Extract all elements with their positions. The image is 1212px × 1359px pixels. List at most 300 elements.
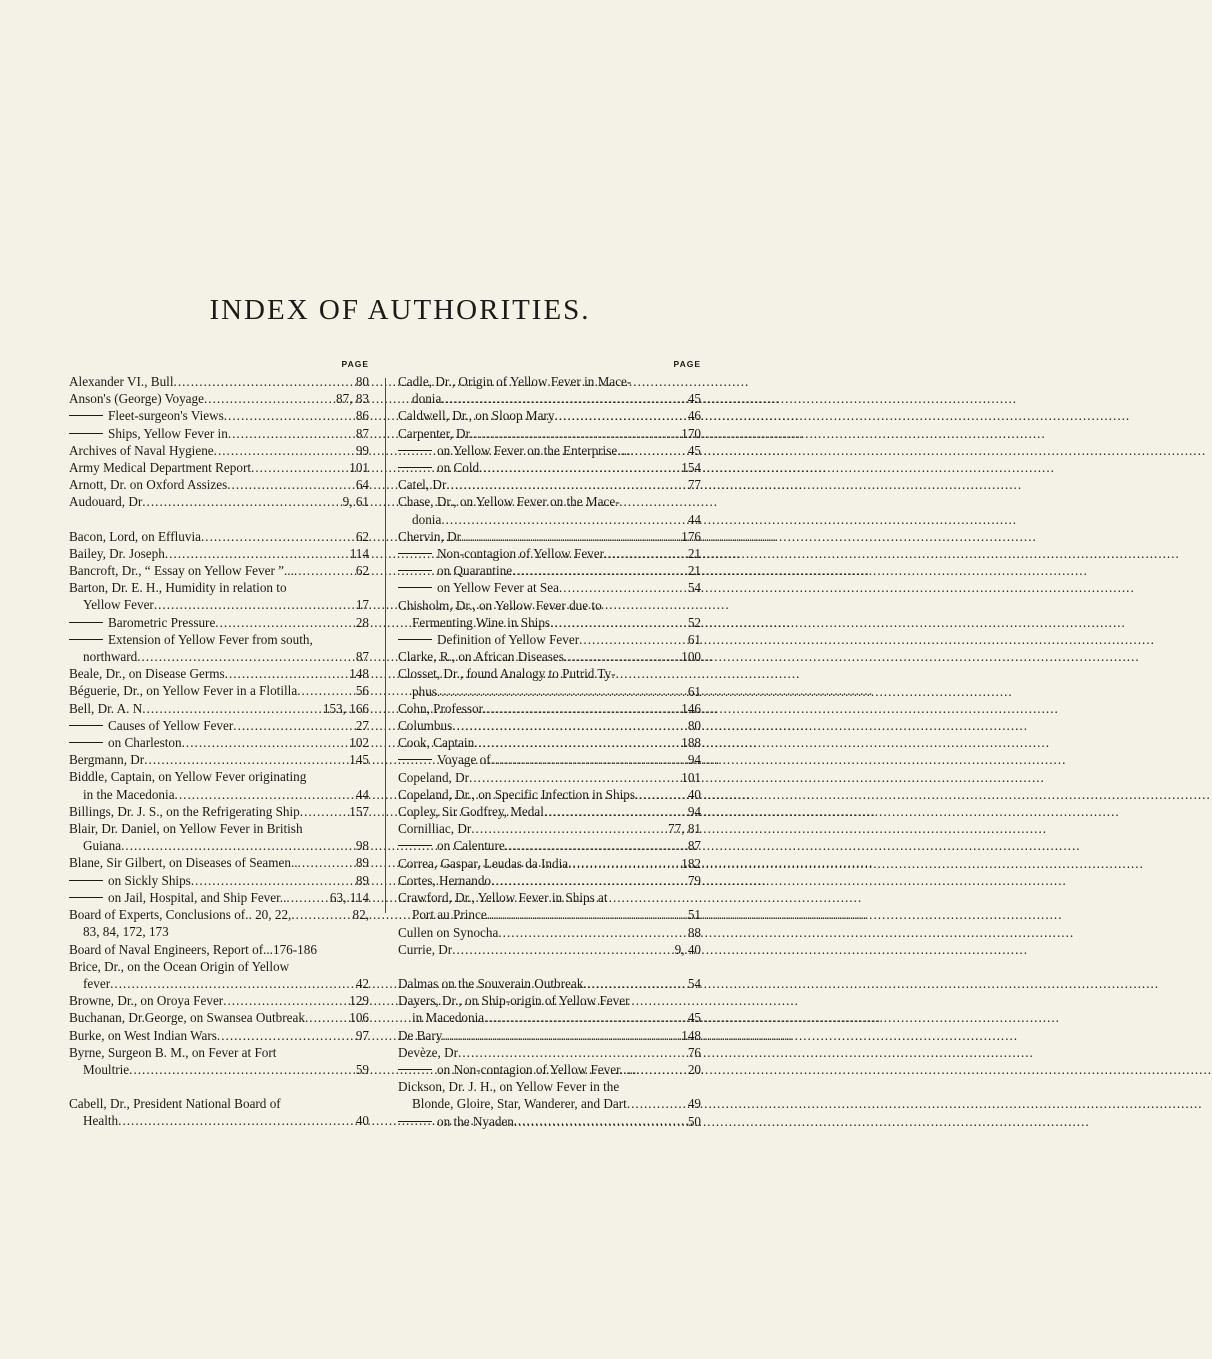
index-entry-text: Copeland, Dr — [398, 769, 470, 785]
leader-dots — [483, 700, 678, 717]
index-entry-text: on Yellow Fever at Sea — [437, 580, 559, 596]
page-reference: 28 — [355, 614, 369, 630]
page-reference: 56 — [355, 683, 369, 699]
page-reference: 61 — [687, 683, 701, 699]
index-entry-text: Correa, Gaspar, Leudas da India — [398, 855, 569, 871]
page-reference: 9, 40 — [674, 941, 701, 957]
page-reference: 129 — [349, 993, 369, 1009]
index-entry-text: Billings, Dr. J. S., on the Refrigerating Ship — [69, 803, 300, 819]
page-reference: 94 — [687, 804, 701, 820]
index-entry — [69, 992, 369, 1009]
index-entry-text: donia — [412, 511, 442, 527]
index-entry-line — [69, 579, 369, 596]
index-entry-line — [398, 614, 701, 631]
ditto-dash — [398, 587, 432, 588]
index-entry-text: in Macedonia — [412, 1010, 485, 1026]
index-entry-line — [398, 906, 701, 923]
leader-dots — [286, 889, 327, 906]
index-entry — [69, 941, 369, 958]
leader-dots — [118, 1112, 353, 1129]
index-entry-line — [69, 1095, 369, 1112]
page-reference: 51 — [687, 907, 701, 923]
page-reference: 76 — [687, 1044, 701, 1060]
index-entry — [398, 407, 701, 424]
ditto-dash — [69, 433, 103, 434]
leader-dots — [512, 562, 685, 579]
index-entry-text: Cohn, Professor — [398, 700, 483, 716]
index-entry — [398, 786, 701, 803]
index-entry — [398, 837, 701, 854]
index-entry-text: Barton, Dr. E. H., Humidity in relation to — [69, 580, 287, 596]
index-entry-text: Clarke, R., on African Diseases — [398, 649, 564, 665]
index-entry — [69, 614, 369, 631]
page-reference: 45 — [687, 442, 701, 458]
index-entry-line — [69, 854, 369, 871]
index-entry — [69, 1027, 369, 1044]
index-entry-line — [69, 493, 369, 510]
index-entry-text: Blonde, Gloire, Star, Wanderer, and Dart — [412, 1096, 627, 1112]
index-entry-text: Dalmas on the Souverain Outbreak — [398, 975, 584, 991]
page-column-label: PAGE — [673, 359, 701, 369]
index-entry-line — [69, 1061, 369, 1078]
index-entry-text: Alexander VI., Bull — [69, 374, 174, 389]
index-entry-text: Byrne, Surgeon B. M., on Fever at Fort — [69, 1044, 277, 1060]
page-reference: 77 — [687, 477, 701, 493]
index-entry — [398, 528, 701, 545]
index-entry-text: Extension of Yellow Fever from south, — [108, 631, 313, 647]
index-entry — [69, 751, 369, 768]
index-entry — [69, 373, 369, 390]
index-entry-text: Buchanan, Dr.George, on Swansea Outbreak — [69, 1010, 305, 1026]
index-entry — [69, 734, 369, 751]
index-entry-text: Barometric Pressure — [108, 614, 216, 630]
index-entry-line — [69, 958, 369, 975]
page-reference: 42 — [355, 975, 369, 991]
index-entry — [398, 820, 701, 837]
index-entry-line — [398, 631, 701, 648]
index-entry-text: Chisholm, Dr., on Yellow Fever due to — [398, 597, 602, 613]
index-entry-line — [398, 992, 701, 1009]
leader-dots — [191, 872, 353, 889]
leader-dots — [175, 786, 353, 803]
page-reference: 59 — [355, 1061, 369, 1077]
page-reference: 46 — [687, 408, 701, 424]
ditto-dash — [69, 622, 103, 623]
index-entry-line — [398, 803, 701, 820]
leader-dots — [442, 1027, 678, 1044]
leader-dots — [137, 648, 353, 665]
page-reference: 40 — [687, 786, 701, 802]
index-entry-text: Beale, Dr., on Disease Germs — [69, 666, 225, 682]
index-entry-text: Cornilliac, Dr — [398, 821, 472, 837]
index-entry-line — [69, 1009, 369, 1026]
index-entry — [398, 941, 701, 958]
index-entry-line — [69, 889, 369, 906]
page-reference: 182 — [681, 855, 701, 871]
index-entry-text: Fermenting Wine in Ships — [412, 614, 551, 630]
index-entry-text: Biddle, Captain, on Yellow Fever originating — [69, 769, 307, 785]
index-entry-line — [398, 511, 701, 528]
index-entry-text: Guiana — [83, 838, 122, 854]
index-entry — [69, 700, 369, 717]
ditto-dash — [69, 742, 103, 743]
leader-dots — [182, 734, 347, 751]
page-reference: 114 — [349, 545, 369, 561]
page-reference: 98 — [355, 838, 369, 854]
index-entry — [398, 597, 701, 631]
index-entry — [398, 545, 701, 562]
index-entry-text: Bacon, Lord, on Effluvia — [69, 528, 201, 544]
ditto-dash — [398, 1121, 432, 1122]
leader-dots — [441, 390, 685, 407]
index-entry-text: Crawford, Dr., Yellow Fever in Ships at — [398, 890, 608, 906]
index-entry-line — [398, 1027, 701, 1044]
index-entry-text: northward — [83, 649, 138, 665]
leader-dots — [223, 992, 346, 1009]
leader-dots — [461, 528, 678, 545]
index-entry — [69, 682, 369, 699]
index-entry-line — [398, 665, 701, 682]
index-entry-text: Chase, Dr., on Yellow Fever on the Mace- — [398, 494, 620, 510]
index-entry-line — [69, 751, 369, 768]
index-entry — [69, 1095, 369, 1129]
index-entry-line — [69, 717, 369, 734]
index-entry-text: Non-contagion of Yellow Fever — [437, 546, 605, 562]
index-entry-line — [69, 562, 369, 579]
page-reference: 79 — [687, 872, 701, 888]
index-entry-text: on Jail, Hospital, and Ship Fever.. — [108, 889, 287, 905]
ditto-dash — [69, 725, 103, 726]
index-entry — [69, 820, 369, 854]
page-reference: 101 — [349, 460, 369, 476]
index-entry — [69, 631, 369, 665]
page-reference: 44 — [687, 511, 701, 527]
index-entry-line — [398, 373, 701, 390]
index-entry — [69, 476, 369, 493]
index-entry-text: Brice, Dr., on the Ocean Origin of Yellow — [69, 958, 290, 974]
index-entry — [69, 545, 369, 562]
index-entry-line — [69, 906, 369, 923]
leader-dots — [294, 562, 353, 579]
index-entry — [69, 493, 369, 510]
index-entry-line — [69, 596, 369, 613]
leader-dots — [604, 545, 685, 562]
index-entry — [398, 734, 701, 751]
index-entry-line — [398, 820, 701, 837]
index-entry — [69, 889, 369, 906]
page-reference: 106 — [349, 1010, 369, 1026]
index-entry-text: Arnott, Dr. on Oxford Assizes — [69, 477, 228, 493]
index-entry — [398, 855, 701, 872]
index-entry-text: Audouard, Dr — [69, 494, 143, 510]
leader-dots — [121, 837, 353, 854]
index-entry — [398, 562, 701, 579]
index-entry-line — [398, 1044, 701, 1061]
index-column-left — [69, 356, 369, 1130]
page-reference: 62 — [355, 563, 369, 579]
index-entry-text: Burke, on West Indian Wars — [69, 1027, 217, 1043]
index-entry — [69, 717, 369, 734]
index-entry — [398, 493, 701, 527]
index-entry-line — [398, 390, 701, 407]
index-entry — [398, 751, 701, 768]
page-reference: 148 — [349, 666, 369, 682]
index-entry — [398, 1044, 701, 1061]
index-entry-line — [398, 734, 701, 751]
index-entry-line — [398, 786, 701, 803]
index-entry-text: Blair, Dr. Daniel, on Yellow Fever in British — [69, 821, 303, 837]
index-entry-text: Cortes, Hernando — [398, 872, 492, 888]
index-entry-line — [69, 373, 369, 390]
page-reference: 87 — [355, 425, 369, 441]
index-entry-text: on Calenture — [437, 838, 505, 854]
page-reference: 20 — [687, 1061, 701, 1077]
index-entry-line — [69, 734, 369, 751]
leader-dots — [583, 975, 685, 992]
page-reference: 54 — [687, 580, 701, 596]
ditto-dash — [69, 897, 103, 898]
index-entry-text: Port au Prince — [412, 907, 487, 923]
page-reference: 61 — [687, 632, 701, 648]
column-divider — [385, 378, 386, 913]
index-entry-text: 83, 84, 172, 173 — [83, 924, 169, 940]
page-reference: 44 — [355, 786, 369, 802]
page-reference: 50 — [687, 1113, 701, 1129]
index-entry — [398, 442, 701, 459]
index-entry — [398, 769, 701, 786]
leader-dots — [636, 1061, 685, 1078]
leader-dots — [214, 442, 353, 459]
leader-dots — [487, 906, 685, 923]
page-reference: 40 — [355, 1113, 369, 1129]
index-entry — [69, 459, 369, 476]
leader-dots — [452, 717, 685, 734]
index-entry-line — [398, 975, 701, 992]
leader-dots — [110, 975, 353, 992]
index-entry — [69, 1044, 369, 1078]
ditto-dash — [398, 553, 432, 554]
index-entry-text: Moultrie — [83, 1061, 130, 1077]
index-entry — [69, 906, 369, 923]
leader-dots — [469, 769, 678, 786]
page-reference: 21 — [687, 546, 701, 562]
index-entry — [69, 442, 369, 459]
page-reference: 21 — [687, 563, 701, 579]
index-entry-line — [398, 597, 701, 614]
index-entry-text: Anson's (George) Voyage — [69, 391, 204, 407]
index-entry-text: Board of Experts, Conclusions of.. 20, 22, — [69, 907, 292, 923]
index-entry-line — [398, 1095, 701, 1112]
page-reference: 153, 166 — [322, 700, 369, 716]
index-entry-text: on Quarantine — [437, 563, 513, 579]
index-entry-text: Béguerie, Dr., on Yellow Fever in a Flotilla — [69, 683, 298, 699]
index-entry — [69, 579, 369, 613]
leader-dots — [225, 665, 347, 682]
index-entry-text: Caldwell, Dr., on Sloop Mary — [398, 408, 555, 424]
index-entry-text: on Yellow Fever on the Enterprise.... — [437, 442, 631, 458]
index-entry — [398, 579, 701, 596]
index-entry-line — [398, 751, 701, 768]
leader-dots — [441, 511, 685, 528]
index-entry — [69, 958, 369, 992]
index-entry-line — [398, 562, 701, 579]
index-entry — [69, 803, 369, 820]
index-entry-line — [398, 717, 701, 734]
leader-dots — [251, 459, 346, 476]
index-entry-line — [69, 682, 369, 699]
index-entry-line — [398, 442, 701, 459]
index-entry-line — [398, 1113, 701, 1130]
index-entry-line — [69, 648, 369, 665]
page-reference: 87 — [687, 838, 701, 854]
leader-dots — [144, 751, 346, 768]
index-column-right — [398, 356, 701, 1130]
index-entry-line — [69, 631, 369, 648]
page-reference: 45 — [687, 1010, 701, 1026]
index-entry-line — [69, 407, 369, 424]
index-entry-text: Catel, Dr — [398, 477, 447, 493]
index-entry — [69, 854, 369, 871]
index-entry — [398, 459, 701, 476]
page-reference: 176 — [681, 528, 701, 544]
index-entry — [69, 390, 369, 407]
index-entry-text: Carpenter, Dr — [398, 425, 470, 441]
leader-dots — [484, 1009, 685, 1026]
index-entry-line — [69, 872, 369, 889]
leader-dots — [559, 579, 685, 596]
index-entry — [398, 700, 701, 717]
index-entry-text: Fleet-surgeon's Views — [108, 408, 224, 424]
page-reference: 188 — [681, 735, 701, 751]
index-entry-line — [69, 1044, 369, 1061]
index-entry — [398, 1078, 701, 1112]
leader-dots — [514, 1113, 685, 1130]
index-entry-text: Cabell, Dr., President National Board of — [69, 1096, 281, 1112]
index-entry-text: Browne, Dr., on Oroya Fever — [69, 993, 224, 1009]
index-entry-line — [69, 837, 369, 854]
ditto-dash — [398, 467, 432, 468]
index-entry-line — [69, 442, 369, 459]
ditto-dash — [398, 759, 432, 760]
ditto-dash — [398, 639, 432, 640]
index-entry — [398, 425, 701, 442]
index-entry-text: Bailey, Dr. Joseph — [69, 545, 165, 561]
page-title: INDEX OF AUTHORITIES. — [209, 294, 591, 326]
index-entry-line — [69, 975, 369, 992]
leader-dots — [217, 1027, 353, 1044]
index-entry-line — [398, 872, 701, 889]
index-entry-line — [398, 1009, 701, 1026]
page-reference: 54 — [687, 975, 701, 991]
index-entry-text: fever — [83, 975, 111, 991]
index-entry-line — [69, 614, 369, 631]
index-entry — [398, 717, 701, 734]
page-reference: 52 — [687, 614, 701, 630]
index-entry-text: on Non-contagion of Yellow Fever..... — [437, 1061, 637, 1077]
leader-dots — [505, 837, 685, 854]
leader-dots — [554, 407, 684, 424]
index-entry — [398, 975, 701, 992]
page-reference: 89 — [355, 855, 369, 871]
ditto-dash — [69, 639, 103, 640]
index-entry-line — [398, 941, 701, 958]
index-entry-line — [398, 769, 701, 786]
page-reference: 86 — [355, 408, 369, 424]
index-entry — [398, 648, 701, 665]
index-entry-line — [398, 579, 701, 596]
leader-dots — [479, 459, 678, 476]
leader-dots — [498, 924, 684, 941]
page-reference: 145 — [349, 752, 369, 768]
index-entry — [69, 425, 369, 442]
leader-dots — [635, 786, 685, 803]
leader-dots — [579, 631, 685, 648]
leader-dots — [458, 1044, 685, 1061]
index-entry — [398, 373, 701, 407]
leader-dots — [142, 700, 320, 717]
page-reference: 99 — [355, 442, 369, 458]
index-entry-line — [398, 528, 701, 545]
leader-dots — [291, 906, 349, 923]
leader-dots — [491, 872, 685, 889]
leader-dots — [544, 803, 685, 820]
index-entry-text: De Bary — [398, 1027, 443, 1043]
index-entry-line — [69, 1027, 369, 1044]
leader-dots — [154, 596, 353, 613]
page-reference: 64 — [355, 477, 369, 493]
page-reference: 45 — [687, 391, 701, 407]
index-entry-text: Dayers, Dr., on Ship-origin of Yellow Fever — [398, 993, 630, 1009]
index-entry-line — [69, 820, 369, 837]
index-entry-line — [398, 1078, 701, 1095]
leader-dots — [204, 390, 333, 407]
page-reference: 87 — [355, 649, 369, 665]
index-entry-line — [398, 648, 701, 665]
index-entry-text: in the Macedonia — [83, 786, 175, 802]
index-entry-text: Board of Naval Engineers, Report of...176-186 — [69, 941, 317, 957]
index-entry-text: Cadle, Dr., Origin of Yellow Fever in Mace- — [398, 374, 632, 389]
index-entry — [69, 768, 369, 802]
ditto-dash — [398, 570, 432, 571]
leader-dots — [224, 407, 353, 424]
page-reference: 100 — [681, 649, 701, 665]
leader-dots — [142, 493, 339, 510]
leader-dots — [550, 614, 685, 631]
index-entry-line — [69, 528, 369, 545]
page-reference: 49 — [687, 1096, 701, 1112]
leader-dots — [630, 442, 684, 459]
page-reference: 101 — [681, 769, 701, 785]
index-entry — [69, 923, 369, 940]
index-entry — [398, 1113, 701, 1130]
leader-dots — [233, 717, 353, 734]
page-reference: 146 — [681, 700, 701, 716]
page-reference: 102 — [349, 735, 369, 751]
index-entry — [398, 924, 701, 941]
page-reference: 97 — [355, 1027, 369, 1043]
index-entry — [69, 1009, 369, 1026]
page-reference: 154 — [681, 460, 701, 476]
leader-dots — [298, 854, 353, 871]
index-entry-text: phus — [412, 683, 437, 699]
index-entry-line — [398, 889, 701, 906]
index-entry-text: Copley, Sir Godfrey, Medal — [398, 804, 544, 820]
index-entry-line — [398, 459, 701, 476]
index-entry — [69, 528, 369, 545]
leader-dots — [300, 803, 346, 820]
index-entry-line — [69, 803, 369, 820]
index-entry-line — [69, 992, 369, 1009]
